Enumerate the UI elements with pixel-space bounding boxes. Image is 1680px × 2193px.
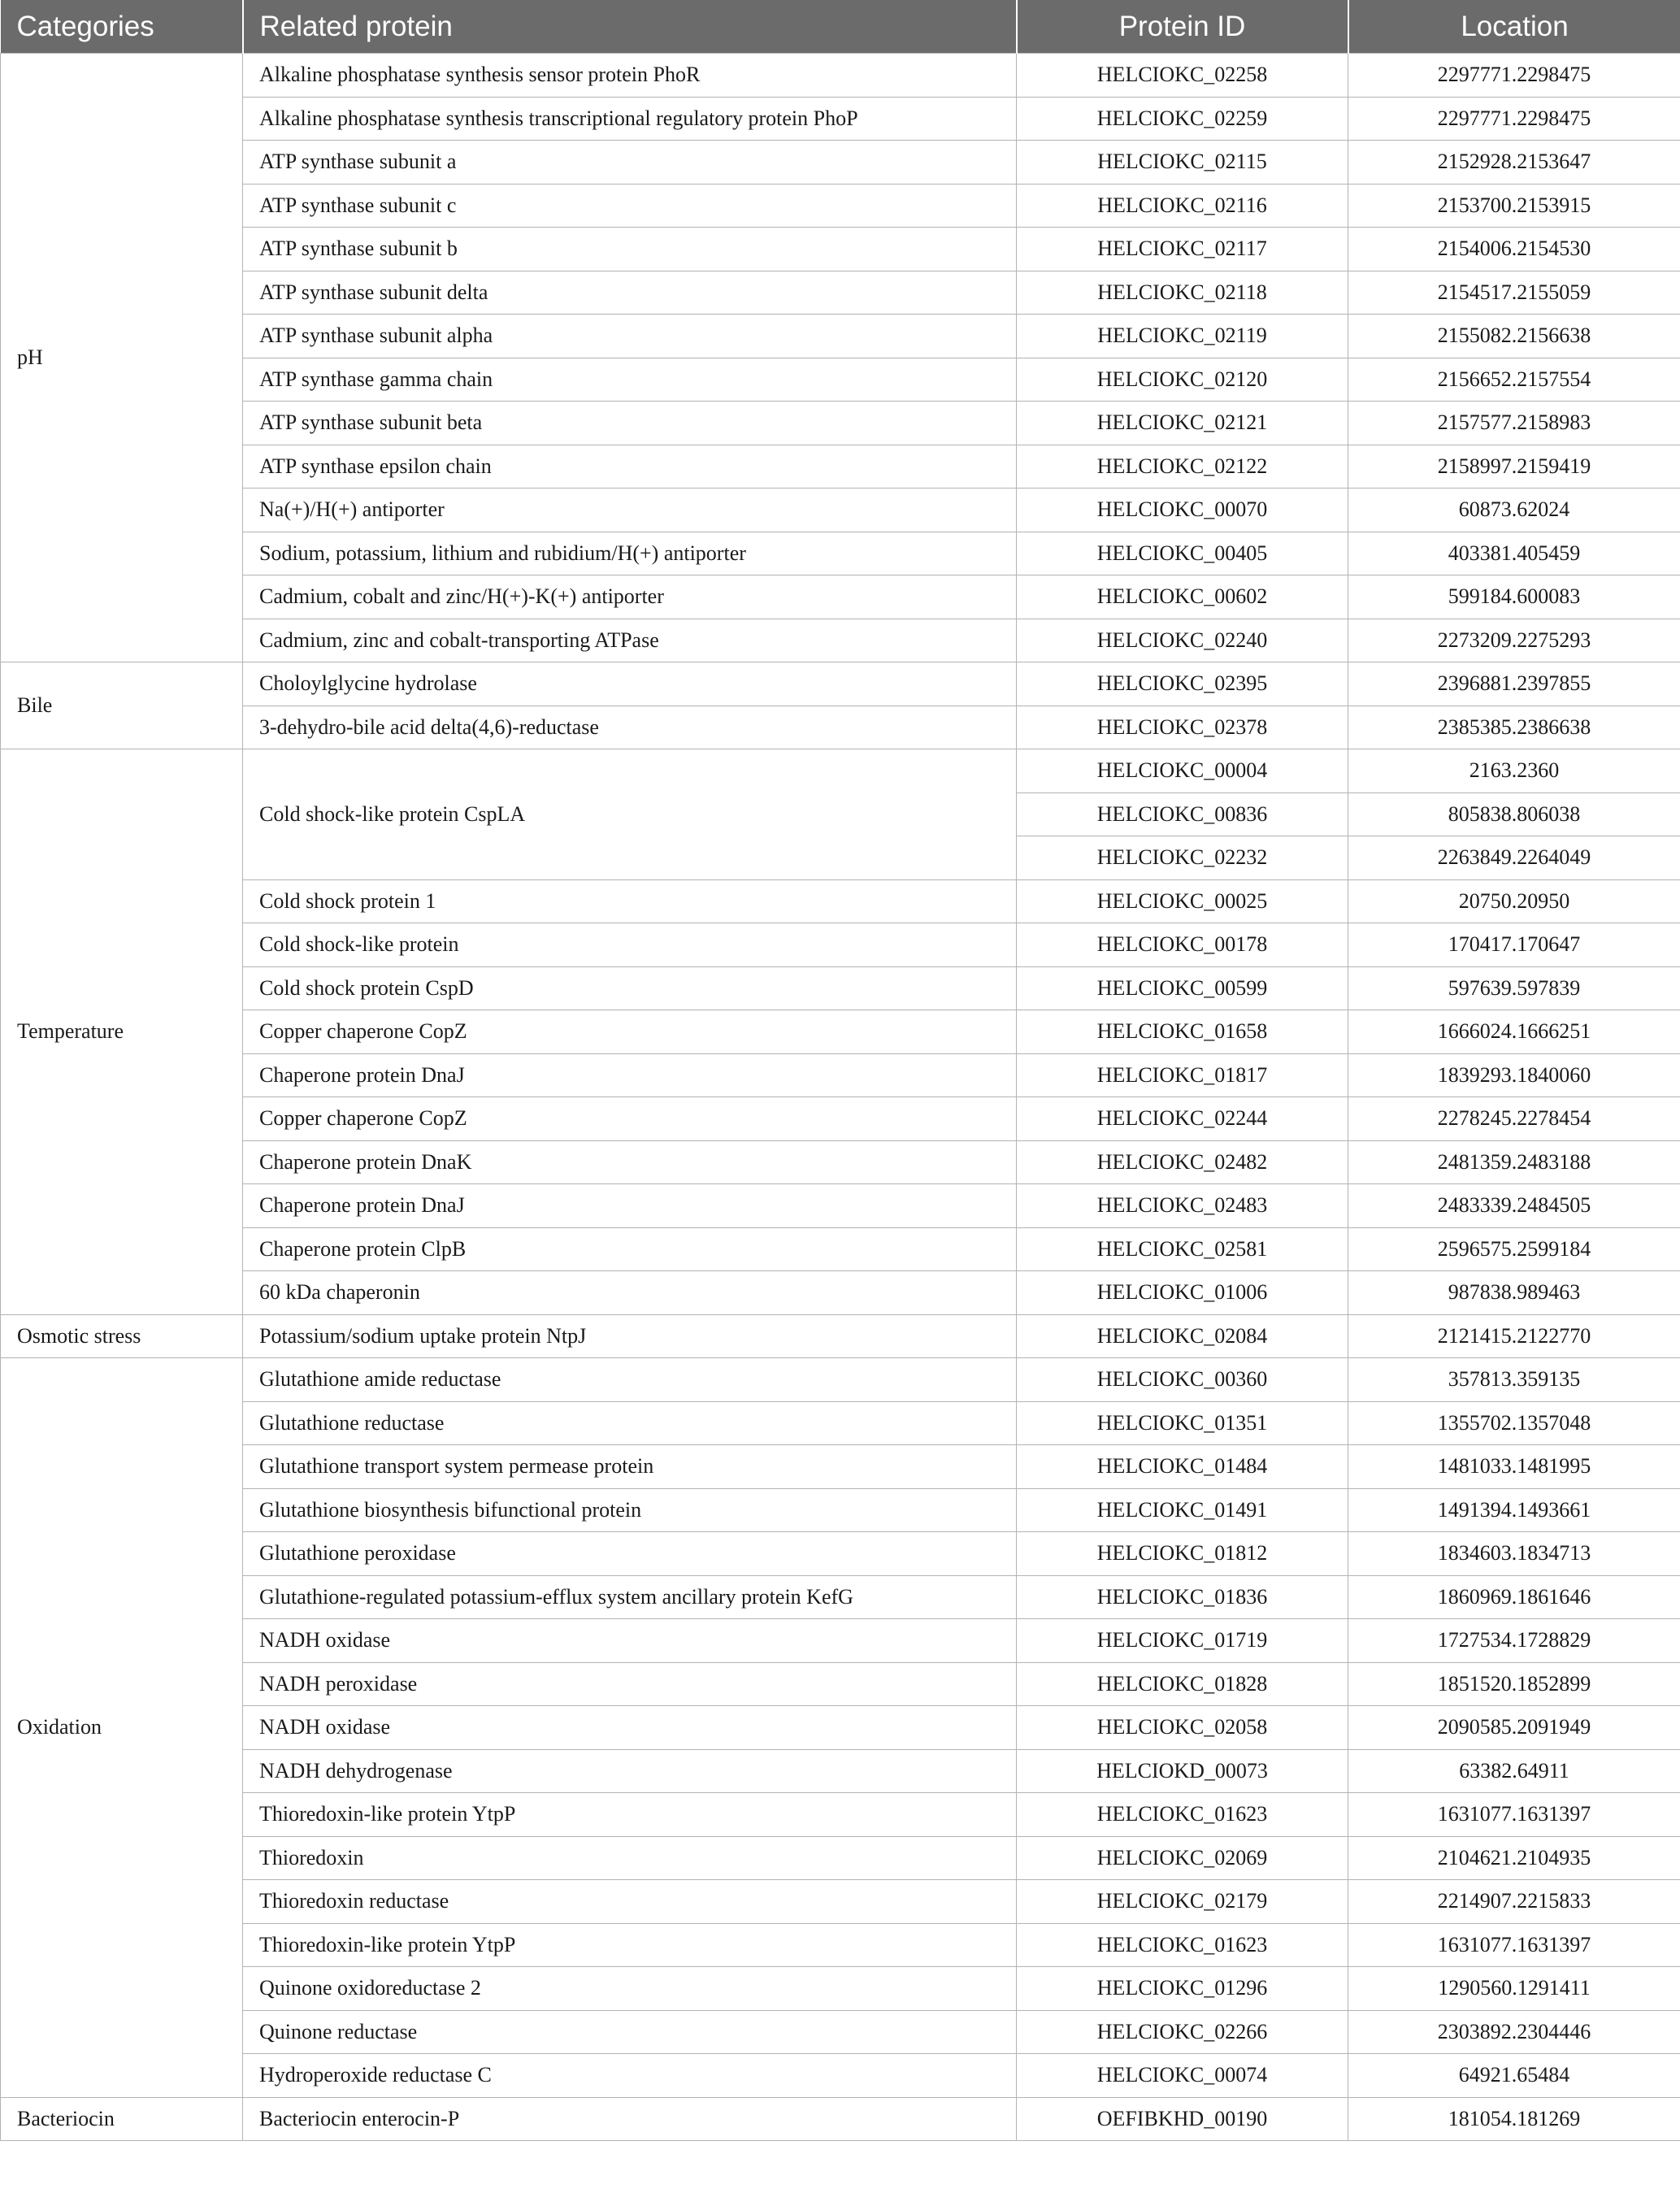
location-cell: 2158997.2159419 [1348, 445, 1680, 489]
table-row [1, 228, 1680, 271]
related-protein-cell: ATP synthase epsilon chain [243, 445, 1017, 489]
table-row [1, 445, 1680, 489]
location-cell: 60873.62024 [1348, 489, 1680, 532]
table-row [1, 1097, 1680, 1141]
location-cell: 1290560.1291411 [1348, 1967, 1680, 2011]
table-row [1, 1140, 1680, 1184]
protein-id-cell: HELCIOKC_01296 [1017, 1967, 1348, 2011]
location-cell: 987838.989463 [1348, 1271, 1680, 1315]
related-protein-cell: Cadmium, cobalt and zinc/H(+)-K(+) antiporter [243, 575, 1017, 619]
location-cell: 597639.597839 [1348, 966, 1680, 1010]
location-cell: 181054.181269 [1348, 2097, 1680, 2141]
related-protein-cell: Quinone reductase [243, 2010, 1017, 2054]
related-protein-cell: Cold shock protein CspD [243, 966, 1017, 1010]
table-row [1, 402, 1680, 445]
protein-id-cell: HELCIOKC_00074 [1017, 2054, 1348, 2098]
table-row [1, 1314, 1680, 1358]
category-cell: pH [1, 54, 243, 662]
related-protein-cell: ATP synthase subunit b [243, 228, 1017, 271]
related-protein-cell: ATP synthase subunit alpha [243, 315, 1017, 358]
location-cell: 1834603.1834713 [1348, 1532, 1680, 1576]
location-cell: 2596575.2599184 [1348, 1227, 1680, 1271]
related-protein-cell: 60 kDa chaperonin [243, 1271, 1017, 1315]
protein-id-cell: HELCIOKC_02240 [1017, 619, 1348, 662]
location-cell: 2303892.2304446 [1348, 2010, 1680, 2054]
protein-id-cell: HELCIOKC_02378 [1017, 706, 1348, 749]
table-row [1, 1619, 1680, 1663]
location-cell: 2278245.2278454 [1348, 1097, 1680, 1141]
category-cell: Temperature [1, 749, 243, 1315]
table-row [1, 1749, 1680, 1793]
category-cell: Osmotic stress [1, 1314, 243, 1358]
protein-id-cell: HELCIOKC_00405 [1017, 532, 1348, 575]
table-row [1, 1706, 1680, 1750]
table-row [1, 1923, 1680, 1967]
location-cell: 2154006.2154530 [1348, 228, 1680, 271]
location-cell: 2396881.2397855 [1348, 662, 1680, 706]
location-cell: 2156652.2157554 [1348, 358, 1680, 402]
related-protein-cell: Alkaline phosphatase synthesis sensor protein PhoR [243, 54, 1017, 98]
protein-id-cell: HELCIOKC_02069 [1017, 1836, 1348, 1880]
related-protein-cell: NADH oxidase [243, 1706, 1017, 1750]
related-protein-cell: Thioredoxin [243, 1836, 1017, 1880]
protein-id-cell: HELCIOKC_01484 [1017, 1445, 1348, 1489]
protein-id-cell: HELCIOKC_02119 [1017, 315, 1348, 358]
table-body [1, 54, 1680, 2141]
protein-id-cell: HELCIOKC_00360 [1017, 1358, 1348, 1402]
location-cell: 357813.359135 [1348, 1358, 1680, 1402]
related-protein-cell: Thioredoxin-like protein YtpP [243, 1793, 1017, 1837]
location-cell: 2163.2360 [1348, 749, 1680, 793]
table-row [1, 966, 1680, 1010]
table-row [1, 1010, 1680, 1054]
protein-id-cell: HELCIOKC_01817 [1017, 1053, 1348, 1097]
related-protein-cell: ATP synthase gamma chain [243, 358, 1017, 402]
header-related-protein: Related protein [243, 0, 1017, 54]
location-cell: 1355702.1357048 [1348, 1401, 1680, 1445]
table-row [1, 1793, 1680, 1837]
table-row [1, 1880, 1680, 1924]
protein-id-cell: HELCIOKC_01006 [1017, 1271, 1348, 1315]
location-cell: 403381.405459 [1348, 532, 1680, 575]
location-cell: 2090585.2091949 [1348, 1706, 1680, 1750]
table-row [1, 2097, 1680, 2141]
related-protein-cell: Choloylglycine hydrolase [243, 662, 1017, 706]
protein-id-cell: HELCIOKC_02266 [1017, 2010, 1348, 2054]
related-protein-cell: Glutathione amide reductase [243, 1358, 1017, 1402]
location-cell: 2121415.2122770 [1348, 1314, 1680, 1358]
related-protein-cell: Glutathione peroxidase [243, 1532, 1017, 1576]
location-cell: 2297771.2298475 [1348, 97, 1680, 141]
table-row [1, 619, 1680, 662]
table-row [1, 1053, 1680, 1097]
table-row [1, 749, 1680, 793]
related-protein-cell: Glutathione reductase [243, 1401, 1017, 1445]
related-protein-cell: Potassium/sodium uptake protein NtpJ [243, 1314, 1017, 1358]
category-cell: Oxidation [1, 1358, 243, 2098]
related-protein-cell: Bacteriocin enterocin-P [243, 2097, 1017, 2141]
protein-id-cell: HELCIOKC_02118 [1017, 271, 1348, 315]
protein-id-cell: HELCIOKC_02258 [1017, 54, 1348, 98]
location-cell: 805838.806038 [1348, 793, 1680, 836]
table-row [1, 1184, 1680, 1228]
category-cell: Bacteriocin [1, 2097, 243, 2141]
header-protein-id: Protein ID [1017, 0, 1348, 54]
related-protein-cell: Na(+)/H(+) antiporter [243, 489, 1017, 532]
header-row [1, 0, 1680, 54]
protein-id-cell: HELCIOKC_01812 [1017, 1532, 1348, 1576]
table-row [1, 54, 1680, 98]
location-cell: 1727534.1728829 [1348, 1619, 1680, 1663]
header-categories: Categories [1, 0, 243, 54]
protein-id-cell: HELCIOKC_00602 [1017, 575, 1348, 619]
protein-id-cell: HELCIOKC_02084 [1017, 1314, 1348, 1358]
table-row [1, 575, 1680, 619]
table-row [1, 706, 1680, 749]
protein-id-cell: HELCIOKC_00836 [1017, 793, 1348, 836]
protein-id-cell: HELCIOKC_02115 [1017, 141, 1348, 185]
location-cell: 1491394.1493661 [1348, 1488, 1680, 1532]
location-cell: 2104621.2104935 [1348, 1836, 1680, 1880]
related-protein-cell: Quinone oxidoreductase 2 [243, 1967, 1017, 2011]
related-protein-cell: Chaperone protein ClpB [243, 1227, 1017, 1271]
related-protein-cell: Chaperone protein DnaJ [243, 1184, 1017, 1228]
related-protein-cell: Hydroperoxide reductase C [243, 2054, 1017, 2098]
protein-id-cell: HELCIOKC_02116 [1017, 184, 1348, 228]
protein-id-cell: HELCIOKC_02121 [1017, 402, 1348, 445]
location-cell: 2152928.2153647 [1348, 141, 1680, 185]
related-protein-cell: Copper chaperone CopZ [243, 1097, 1017, 1141]
protein-id-cell: HELCIOKC_02120 [1017, 358, 1348, 402]
location-cell: 2263849.2264049 [1348, 836, 1680, 880]
table-row [1, 662, 1680, 706]
related-protein-cell: Chaperone protein DnaJ [243, 1053, 1017, 1097]
table-row [1, 358, 1680, 402]
location-cell: 20750.20950 [1348, 879, 1680, 923]
header-location: Location [1348, 0, 1680, 54]
protein-id-cell: HELCIOKC_00178 [1017, 923, 1348, 967]
protein-id-cell: HELCIOKC_01658 [1017, 1010, 1348, 1054]
protein-id-cell: HELCIOKC_01719 [1017, 1619, 1348, 1663]
protein-id-cell: OEFIBKHD_00190 [1017, 2097, 1348, 2141]
table-row [1, 1271, 1680, 1315]
protein-id-cell: HELCIOKD_00073 [1017, 1749, 1348, 1793]
table-row [1, 1401, 1680, 1445]
location-cell: 64921.65484 [1348, 2054, 1680, 2098]
protein-id-cell: HELCIOKC_01828 [1017, 1662, 1348, 1706]
protein-id-cell: HELCIOKC_01623 [1017, 1793, 1348, 1837]
location-cell: 2157577.2158983 [1348, 402, 1680, 445]
protein-id-cell: HELCIOKC_02395 [1017, 662, 1348, 706]
location-cell: 2154517.2155059 [1348, 271, 1680, 315]
location-cell: 63382.64911 [1348, 1749, 1680, 1793]
protein-id-cell: HELCIOKC_02483 [1017, 1184, 1348, 1228]
protein-id-cell: HELCIOKC_02232 [1017, 836, 1348, 880]
location-cell: 2385385.2386638 [1348, 706, 1680, 749]
protein-id-cell: HELCIOKC_00025 [1017, 879, 1348, 923]
related-protein-cell: ATP synthase subunit c [243, 184, 1017, 228]
location-cell: 2297771.2298475 [1348, 54, 1680, 98]
protein-id-cell: HELCIOKC_02122 [1017, 445, 1348, 489]
protein-id-cell: HELCIOKC_02117 [1017, 228, 1348, 271]
protein-id-cell: HELCIOKC_02244 [1017, 1097, 1348, 1141]
related-protein-cell: NADH peroxidase [243, 1662, 1017, 1706]
protein-id-cell: HELCIOKC_02058 [1017, 1706, 1348, 1750]
protein-id-cell: HELCIOKC_00599 [1017, 966, 1348, 1010]
table-row [1, 2010, 1680, 2054]
table-row [1, 141, 1680, 185]
location-cell: 2214907.2215833 [1348, 1880, 1680, 1924]
related-protein-cell: Cold shock-like protein CspLA [243, 749, 1017, 880]
related-protein-cell: NADH dehydrogenase [243, 1749, 1017, 1793]
related-protein-cell: Cold shock protein 1 [243, 879, 1017, 923]
location-cell: 2483339.2484505 [1348, 1184, 1680, 1228]
protein-id-cell: HELCIOKC_02259 [1017, 97, 1348, 141]
location-cell: 1860969.1861646 [1348, 1575, 1680, 1619]
table-row [1, 1967, 1680, 2011]
related-protein-cell: ATP synthase subunit delta [243, 271, 1017, 315]
table-row [1, 532, 1680, 575]
table-row [1, 923, 1680, 967]
table-row [1, 489, 1680, 532]
related-protein-cell: Copper chaperone CopZ [243, 1010, 1017, 1054]
related-protein-cell: ATP synthase subunit a [243, 141, 1017, 185]
category-cell: Bile [1, 662, 243, 749]
location-cell: 599184.600083 [1348, 575, 1680, 619]
related-protein-cell: NADH oxidase [243, 1619, 1017, 1663]
location-cell: 1631077.1631397 [1348, 1793, 1680, 1837]
protein-id-cell: HELCIOKC_01491 [1017, 1488, 1348, 1532]
protein-id-cell: HELCIOKC_01623 [1017, 1923, 1348, 1967]
related-protein-cell: Alkaline phosphatase synthesis transcriptional regulatory protein PhoP [243, 97, 1017, 141]
protein-id-cell: HELCIOKC_00004 [1017, 749, 1348, 793]
protein-id-cell: HELCIOKC_01351 [1017, 1401, 1348, 1445]
related-protein-cell: Thioredoxin-like protein YtpP [243, 1923, 1017, 1967]
related-protein-cell: Sodium, potassium, lithium and rubidium/H(+) antiporter [243, 532, 1017, 575]
location-cell: 1839293.1840060 [1348, 1053, 1680, 1097]
table-row [1, 1836, 1680, 1880]
table-row [1, 2054, 1680, 2098]
protein-id-cell: HELCIOKC_02482 [1017, 1140, 1348, 1184]
protein-id-cell: HELCIOKC_01836 [1017, 1575, 1348, 1619]
protein-id-cell: HELCIOKC_02581 [1017, 1227, 1348, 1271]
related-protein-cell: Glutathione-regulated potassium-efflux system ancillary protein KefG [243, 1575, 1017, 1619]
table-row [1, 1227, 1680, 1271]
protein-id-cell: HELCIOKC_02179 [1017, 1880, 1348, 1924]
table-row [1, 1445, 1680, 1489]
table-row [1, 184, 1680, 228]
location-cell: 2155082.2156638 [1348, 315, 1680, 358]
location-cell: 1666024.1666251 [1348, 1010, 1680, 1054]
location-cell: 2153700.2153915 [1348, 184, 1680, 228]
location-cell: 1631077.1631397 [1348, 1923, 1680, 1967]
table-header [1, 0, 1680, 54]
protein-id-cell: HELCIOKC_00070 [1017, 489, 1348, 532]
table-row [1, 1532, 1680, 1576]
table-row [1, 315, 1680, 358]
table-row [1, 97, 1680, 141]
table-row [1, 1662, 1680, 1706]
related-protein-cell: Thioredoxin reductase [243, 1880, 1017, 1924]
related-protein-cell: Cadmium, zinc and cobalt-transporting ATPase [243, 619, 1017, 662]
related-protein-cell: Cold shock-like protein [243, 923, 1017, 967]
location-cell: 170417.170647 [1348, 923, 1680, 967]
location-cell: 2273209.2275293 [1348, 619, 1680, 662]
table-row [1, 1575, 1680, 1619]
related-protein-cell: ATP synthase subunit beta [243, 402, 1017, 445]
table-row [1, 1488, 1680, 1532]
table-row [1, 271, 1680, 315]
location-cell: 1851520.1852899 [1348, 1662, 1680, 1706]
location-cell: 2481359.2483188 [1348, 1140, 1680, 1184]
table-row [1, 879, 1680, 923]
table-row [1, 1358, 1680, 1402]
related-protein-cell: Chaperone protein DnaK [243, 1140, 1017, 1184]
related-protein-cell: Glutathione transport system permease protein [243, 1445, 1017, 1489]
related-protein-cell: 3-dehydro-bile acid delta(4,6)-reductase [243, 706, 1017, 749]
related-protein-cell: Glutathione biosynthesis bifunctional protein [243, 1488, 1017, 1532]
location-cell: 1481033.1481995 [1348, 1445, 1680, 1489]
